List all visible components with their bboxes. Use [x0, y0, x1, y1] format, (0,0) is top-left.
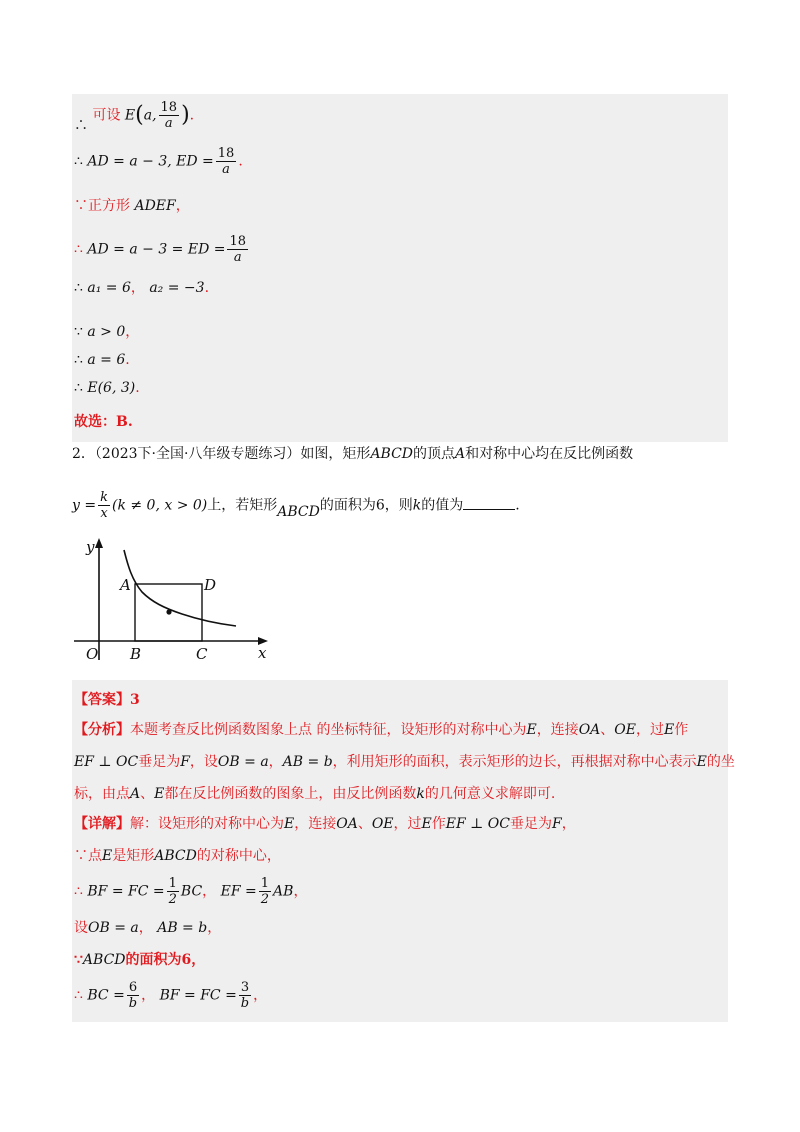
fraction-1-over-2 [167, 876, 179, 907]
math-point-e: E [124, 107, 136, 124]
detail-text: ， [561, 816, 576, 832]
math-oe: OE [614, 722, 636, 738]
analysis-text: 、 [600, 722, 615, 738]
analysis-text: 本题考查反比例函数图象上点 的坐标特征，设矩形的对称中心为 [130, 722, 527, 738]
fraction-numerator: 6 [128, 980, 138, 995]
math-f: F [180, 754, 190, 770]
math-a2: a₂ = −3 [149, 280, 205, 296]
because-symbol: ∵ [74, 952, 83, 968]
punct: ， [125, 324, 140, 340]
hyperbola-figure [70, 536, 280, 666]
fraction-numerator: 18 [160, 100, 178, 115]
therefore-symbol: ∴ [74, 280, 83, 296]
fraction-denominator: b [240, 996, 250, 1011]
answer-blank [463, 495, 515, 510]
answer-line [74, 690, 140, 710]
math-oa: OA [578, 722, 601, 738]
fraction-numerator: 18 [217, 146, 235, 161]
detail-text: 点 [88, 848, 102, 864]
detail-line-6 [74, 980, 267, 1011]
punct: . [189, 107, 195, 124]
fraction-numerator: 3 [240, 980, 250, 995]
analysis-text: 都在反比例函数的图象上，由反比例函数 [164, 786, 417, 802]
text-square: 正方形 [88, 198, 130, 214]
detail-line-1 [74, 814, 576, 834]
solution-conclusion: 故选：B. [74, 414, 133, 430]
separator: ， [207, 920, 222, 936]
math-ab: AB [273, 883, 294, 900]
math-abcd: ABCD [277, 503, 320, 520]
punct: . [238, 153, 243, 170]
math-y-equals: y = [72, 497, 97, 514]
therefore-symbol: ∴ [74, 117, 88, 134]
detail-line-5 [74, 950, 205, 970]
problem-text: 的顶点 [413, 446, 456, 462]
solution-line-3 [74, 196, 190, 216]
math-ef-perp-oc: EF ⊥ OC [74, 754, 139, 770]
solution-line-8 [74, 378, 140, 398]
detail-text: 是矩形 [112, 848, 155, 864]
fraction-denominator: a [164, 116, 173, 131]
separator: ， [293, 883, 308, 900]
fraction-denominator: b [128, 996, 138, 1011]
hyperbola-curve [124, 550, 236, 626]
detail-text: 设 [74, 920, 88, 936]
math-e: E [421, 816, 432, 832]
fraction-3-over-b [239, 980, 251, 1011]
fraction-denominator: 2 [260, 892, 270, 907]
analysis-line-2 [74, 752, 735, 772]
detail-text: ，过 [393, 816, 422, 832]
separator: ， [141, 987, 156, 1004]
solution-line-2 [74, 146, 243, 177]
math-coord-a: a, [143, 107, 157, 124]
fraction-18-over-a [159, 100, 180, 131]
math-e: E [526, 722, 537, 738]
math-a1: a₁ = 6 [87, 280, 131, 296]
math-abcd: ABCD [82, 952, 126, 968]
center-point-e [166, 609, 171, 614]
analysis-text: 垂足为 [138, 754, 181, 770]
label-c: C [196, 645, 208, 663]
fraction-18-over-a [216, 146, 237, 177]
fraction-k-over-x [98, 490, 110, 521]
problem-line-1 [72, 444, 633, 464]
analysis-line-3 [74, 784, 555, 804]
fraction-numerator: 1 [260, 876, 270, 891]
math-bc: BC [180, 883, 203, 900]
y-axis-arrow [95, 538, 103, 548]
math-ob-a: OB = a [217, 754, 269, 770]
solution-line-4 [74, 234, 250, 265]
fraction-denominator: a [233, 250, 242, 265]
analysis-text: 、 [140, 786, 155, 802]
fraction-numerator: 1 [168, 876, 177, 891]
math-point-e-result: E(6, 3) [87, 380, 136, 396]
math-e: E [696, 754, 707, 770]
punct: . [204, 280, 210, 296]
because-symbol: ∵ [74, 198, 88, 214]
solution-line-5 [74, 278, 209, 298]
math-bc: BC = [87, 987, 125, 1004]
solution-line-6 [74, 322, 139, 342]
because-symbol: ∵ [74, 324, 83, 340]
math-k: k [412, 497, 422, 514]
solution-line-1: ∴ 可设 E(a, $\frac{18}{a}$ ). [74, 100, 195, 134]
math-ef-perp-oc: EF ⊥ OC [445, 816, 510, 832]
problem-line-2 [72, 490, 520, 521]
math-e: E [154, 786, 165, 802]
label-b: B [130, 645, 142, 663]
detail-text: ，连接 [294, 816, 337, 832]
label-x: x [258, 644, 267, 662]
fraction-numerator: 18 [229, 234, 247, 249]
detail-line-2 [74, 846, 281, 866]
separator: ， [138, 920, 153, 936]
therefore-symbol: ∴ [74, 883, 83, 900]
fraction-denominator: a [222, 162, 230, 177]
detail-text: 、 [357, 816, 372, 832]
problem-text: 的面积为6，则 [319, 497, 413, 514]
analysis-text: ，设 [189, 754, 218, 770]
math-oe: OE [371, 816, 394, 832]
math-a-positive: a > 0 [87, 324, 126, 340]
analysis-line-1 [74, 720, 688, 740]
label-d: D [204, 576, 217, 594]
fraction-denominator: 2 [168, 892, 177, 907]
solution-block-previous [72, 94, 728, 442]
fraction-denominator: x [100, 506, 108, 521]
therefore-symbol: ∴ [74, 380, 83, 396]
math-ob-a: OB = a [88, 920, 139, 936]
fraction-numerator: k [100, 490, 108, 505]
punct: . [135, 380, 140, 396]
separator: ， [253, 987, 268, 1004]
analysis-tag: 【分析】 [74, 722, 130, 738]
label-y: y [86, 538, 95, 556]
math-e: E [102, 848, 113, 864]
fraction-18-over-a [227, 234, 248, 265]
math-oa: OA [336, 816, 358, 832]
therefore-symbol: ∴ [74, 987, 83, 1004]
math-bf-fc: BF = FC = [87, 883, 165, 900]
detail-text: 的面积为6， [125, 952, 206, 968]
punct: ， [175, 198, 190, 214]
detail-text: 解：设矩形的对称中心为 [130, 816, 284, 832]
math-a: A [130, 786, 141, 802]
problem-text: 和对称中心均在反比例函数 [465, 446, 634, 462]
math-e: E [284, 816, 295, 832]
math-f: F [551, 816, 562, 832]
solution-block-answer [72, 680, 735, 1022]
detail-text: 作 [431, 816, 446, 832]
solution-line-7 [74, 350, 130, 370]
math-condition: (k ≠ 0, x > 0) [111, 497, 208, 514]
separator: ， [130, 280, 145, 296]
punct: . [125, 352, 130, 368]
math-bf-fc: BF = FC = [159, 987, 237, 1004]
math-e: E [663, 722, 675, 738]
analysis-text: ，连接 [536, 722, 579, 738]
detail-line-4 [74, 918, 221, 938]
math-ab-b: AB = b [157, 920, 208, 936]
analysis-text: 标，由点 [74, 786, 130, 802]
math-abcd: ABCD [370, 446, 414, 462]
math-equation: AD = a − 3 = ED = [87, 241, 226, 258]
punct: . [515, 497, 520, 514]
answer-value: 3 [130, 692, 140, 708]
analysis-text: 作 [674, 722, 689, 738]
math-ab-b: AB = b [282, 754, 333, 770]
label-o: O [86, 645, 99, 663]
fraction-1-over-2 [259, 876, 271, 907]
analysis-text: ，利用矩形的面积，表示矩形的边长，再根据对称中心表示 [332, 754, 697, 770]
separator: ， [202, 883, 217, 900]
math-a: A [455, 446, 466, 462]
therefore-symbol: ∴ [74, 352, 83, 368]
analysis-text: 的坐 [706, 754, 735, 770]
fraction-6-over-b [127, 980, 139, 1011]
math-abcd: ABCD [154, 848, 197, 864]
analysis-text: ，过 [635, 722, 664, 738]
because-symbol: ∵ [74, 848, 88, 864]
math-adef: ADEF [134, 198, 176, 214]
problem-text: 2．（2023下·全国·八年级专题练习）如图，矩形 [72, 446, 371, 462]
detail-text: 垂足为 [509, 816, 552, 832]
therefore-symbol: ∴ [74, 153, 83, 170]
analysis-text: 的几何意义求解即可. [424, 786, 556, 802]
math-a-equals-6: a = 6 [87, 352, 126, 368]
analysis-text: ， [268, 754, 283, 770]
math-k: k [416, 786, 425, 802]
answer-tag: 【答案】 [74, 692, 130, 708]
therefore-symbol: ∴ [74, 241, 83, 258]
problem-text: 上，若矩形 [207, 497, 278, 514]
math-ef: EF = [220, 883, 257, 900]
detail-tag: 【详解】 [74, 816, 130, 832]
math-ad-ed: AD = a − 3, ED = [87, 153, 214, 170]
detail-text: 的对称中心， [196, 848, 281, 864]
detail-line-3 [74, 876, 307, 907]
label-a: A [120, 576, 131, 594]
problem-text: 的值为 [421, 497, 464, 514]
text-ke-she: 可设 [92, 107, 121, 124]
